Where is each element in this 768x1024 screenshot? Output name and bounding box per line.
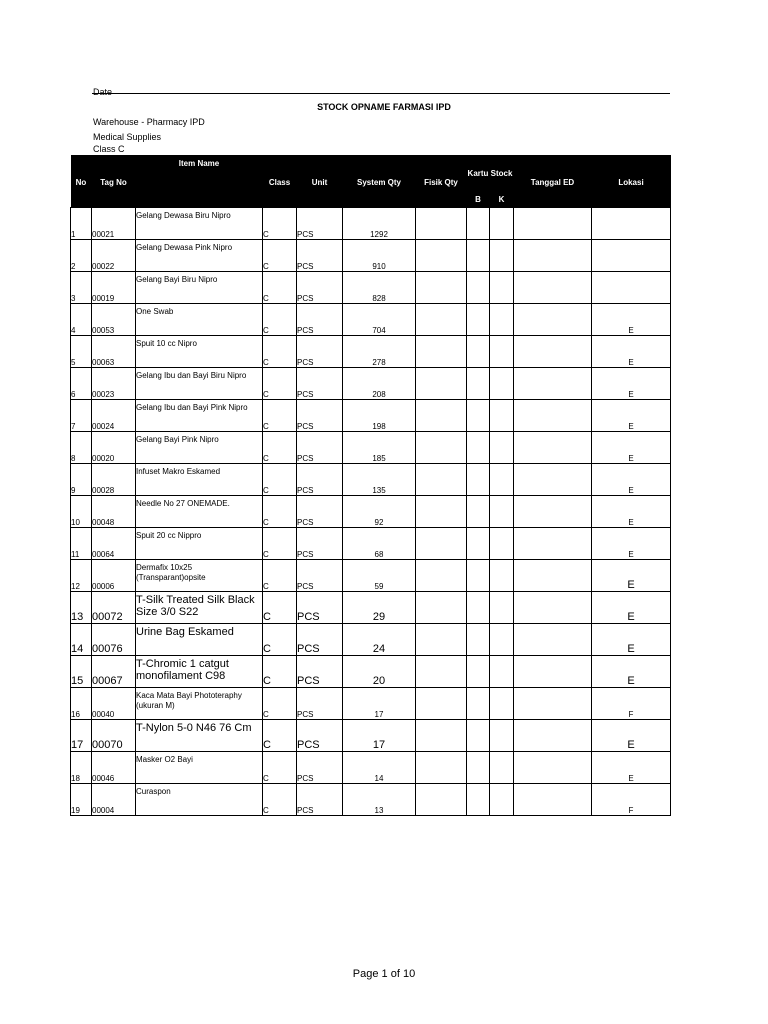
col-tanggal-ed: Tanggal ED <box>514 171 592 193</box>
row-system-qty: 704 <box>343 303 416 335</box>
table-row <box>71 207 671 239</box>
row-tanggal-ed <box>514 463 592 495</box>
row-tag-no: 00046 <box>92 751 136 783</box>
row-unit: PCS <box>297 751 343 783</box>
row-system-qty: 92 <box>343 495 416 527</box>
row-no: 7 <box>71 399 92 431</box>
row-kartu-b <box>467 527 490 559</box>
row-kartu-b <box>467 623 490 655</box>
row-class: C <box>263 783 297 815</box>
row-lokasi: E <box>592 719 671 751</box>
row-class: C <box>263 303 297 335</box>
row-system-qty: 1292 <box>343 207 416 239</box>
row-unit: PCS <box>297 399 343 431</box>
row-tag-no: 00028 <box>92 463 136 495</box>
row-kartu-k <box>490 751 514 783</box>
row-kartu-k <box>490 239 514 271</box>
row-class: C <box>263 335 297 367</box>
row-tag-no: 00048 <box>92 495 136 527</box>
row-class: C <box>263 367 297 399</box>
row-fisik-qty <box>416 207 467 239</box>
row-tag-no: 00076 <box>92 623 136 655</box>
col-kartu-stock: Kartu Stock <box>467 155 514 193</box>
row-item-name: Gelang Bayi Pink Nipro <box>136 431 263 463</box>
row-system-qty: 13 <box>343 783 416 815</box>
row-kartu-k <box>490 463 514 495</box>
row-unit: PCS <box>297 559 343 591</box>
row-lokasi: E <box>592 655 671 687</box>
row-lokasi: F <box>592 783 671 815</box>
row-tanggal-ed <box>514 783 592 815</box>
row-kartu-k <box>490 495 514 527</box>
row-fisik-qty <box>416 591 467 623</box>
row-lokasi: E <box>592 431 671 463</box>
row-unit: PCS <box>297 783 343 815</box>
row-item-name: Masker O2 Bayi <box>136 751 263 783</box>
warehouse-label: Warehouse - Pharmacy IPD <box>93 117 205 127</box>
page-number: Page 1 of 10 <box>352 968 416 980</box>
row-system-qty: 278 <box>343 335 416 367</box>
row-lokasi: E <box>592 367 671 399</box>
row-system-qty: 208 <box>343 367 416 399</box>
row-system-qty: 24 <box>343 623 416 655</box>
row-item-name: Curaspon <box>136 783 263 815</box>
row-tanggal-ed <box>514 687 592 719</box>
row-no: 2 <box>71 239 92 271</box>
row-kartu-b <box>467 591 490 623</box>
col-k: K <box>490 193 514 207</box>
row-no: 9 <box>71 463 92 495</box>
row-fisik-qty <box>416 271 467 303</box>
row-item-name: Gelang Bayi Biru Nipro <box>136 271 263 303</box>
row-no: 14 <box>71 623 92 655</box>
row-tag-no: 00006 <box>92 559 136 591</box>
row-item-name: T-Silk Treated Silk Black Size 3/0 S22 <box>136 591 263 623</box>
row-unit: PCS <box>297 207 343 239</box>
row-tanggal-ed <box>514 655 592 687</box>
row-kartu-b <box>467 271 490 303</box>
row-fisik-qty <box>416 367 467 399</box>
table-row <box>71 303 671 335</box>
row-tanggal-ed <box>514 719 592 751</box>
row-no: 11 <box>71 527 92 559</box>
row-kartu-b <box>467 239 490 271</box>
row-kartu-k <box>490 303 514 335</box>
row-lokasi: E <box>592 751 671 783</box>
row-unit: PCS <box>297 495 343 527</box>
row-tanggal-ed <box>514 495 592 527</box>
row-item-name: Gelang Ibu dan Bayi Pink Nipro <box>136 399 263 431</box>
row-kartu-b <box>467 687 490 719</box>
col-b: B <box>467 193 490 207</box>
row-no: 8 <box>71 431 92 463</box>
row-kartu-b <box>467 751 490 783</box>
row-kartu-k <box>490 399 514 431</box>
row-lokasi: E <box>592 559 671 591</box>
row-class: C <box>263 271 297 303</box>
row-kartu-b <box>467 399 490 431</box>
row-unit: PCS <box>297 239 343 271</box>
row-kartu-k <box>490 623 514 655</box>
row-kartu-k <box>490 431 514 463</box>
row-tag-no: 00067 <box>92 655 136 687</box>
row-class: C <box>263 719 297 751</box>
row-tanggal-ed <box>514 303 592 335</box>
row-tanggal-ed <box>514 399 592 431</box>
col-system-qty: System Qty <box>343 171 416 193</box>
row-kartu-b <box>467 559 490 591</box>
row-item-name: Gelang Dewasa Pink Nipro <box>136 239 263 271</box>
row-no: 5 <box>71 335 92 367</box>
row-kartu-k <box>490 783 514 815</box>
row-kartu-b <box>467 335 490 367</box>
row-tanggal-ed <box>514 335 592 367</box>
row-item-name: T-Nylon 5-0 N46 76 Cm <box>136 719 263 751</box>
row-system-qty: 14 <box>343 751 416 783</box>
col-lokasi: Lokasi <box>592 171 671 193</box>
row-fisik-qty <box>416 719 467 751</box>
row-kartu-k <box>490 687 514 719</box>
row-system-qty: 910 <box>343 239 416 271</box>
row-tanggal-ed <box>514 431 592 463</box>
row-kartu-b <box>467 303 490 335</box>
table-row <box>71 559 671 591</box>
table-row <box>71 687 671 719</box>
row-tanggal-ed <box>514 367 592 399</box>
row-unit: PCS <box>297 655 343 687</box>
row-tag-no: 00040 <box>92 687 136 719</box>
row-tag-no: 00053 <box>92 303 136 335</box>
row-no: 6 <box>71 367 92 399</box>
table-row <box>71 623 671 655</box>
row-fisik-qty <box>416 431 467 463</box>
row-no: 18 <box>71 751 92 783</box>
row-tanggal-ed <box>514 527 592 559</box>
row-kartu-b <box>467 719 490 751</box>
page-title: STOCK OPNAME FARMASI IPD <box>317 102 451 112</box>
row-lokasi: E <box>592 623 671 655</box>
row-kartu-b <box>467 495 490 527</box>
row-system-qty: 17 <box>343 687 416 719</box>
row-class: C <box>263 751 297 783</box>
row-fisik-qty <box>416 623 467 655</box>
row-item-name: Gelang Ibu dan Bayi Biru Nipro <box>136 367 263 399</box>
row-no: 12 <box>71 559 92 591</box>
row-no: 10 <box>71 495 92 527</box>
row-item-name: Needle No 27 ONEMADE. <box>136 495 263 527</box>
row-tag-no: 00072 <box>92 591 136 623</box>
row-item-name: Urine Bag Eskamed <box>136 623 263 655</box>
row-kartu-k <box>490 207 514 239</box>
row-kartu-k <box>490 719 514 751</box>
row-unit: PCS <box>297 463 343 495</box>
col-item-name: Item Name <box>136 155 263 171</box>
col-tag-no: Tag No <box>92 171 136 193</box>
row-item-name: Kaca Mata Bayi Phototeraphy (ukuran M) <box>136 687 263 719</box>
row-unit: PCS <box>297 335 343 367</box>
date-label: Date <box>93 87 113 97</box>
row-lokasi <box>592 271 671 303</box>
row-tag-no: 00019 <box>92 271 136 303</box>
row-tanggal-ed <box>514 559 592 591</box>
row-system-qty: 198 <box>343 399 416 431</box>
row-class: C <box>263 623 297 655</box>
table-row <box>71 783 671 815</box>
row-fisik-qty <box>416 335 467 367</box>
row-kartu-k <box>490 335 514 367</box>
row-kartu-k <box>490 271 514 303</box>
table-row <box>71 527 671 559</box>
row-tanggal-ed <box>514 591 592 623</box>
row-no: 3 <box>71 271 92 303</box>
row-class: C <box>263 591 297 623</box>
row-class: C <box>263 687 297 719</box>
row-fisik-qty <box>416 495 467 527</box>
row-kartu-b <box>467 655 490 687</box>
stock-table <box>70 155 671 816</box>
row-kartu-k <box>490 559 514 591</box>
row-class: C <box>263 527 297 559</box>
row-fisik-qty <box>416 687 467 719</box>
row-no: 17 <box>71 719 92 751</box>
row-class: C <box>263 431 297 463</box>
row-kartu-k <box>490 527 514 559</box>
row-unit: PCS <box>297 623 343 655</box>
row-no: 13 <box>71 591 92 623</box>
row-tanggal-ed <box>514 623 592 655</box>
table-row <box>71 495 671 527</box>
row-system-qty: 29 <box>343 591 416 623</box>
row-lokasi: F <box>592 687 671 719</box>
row-fisik-qty <box>416 527 467 559</box>
row-class: C <box>263 207 297 239</box>
row-system-qty: 20 <box>343 655 416 687</box>
table-row <box>71 463 671 495</box>
row-fisik-qty <box>416 239 467 271</box>
col-class: Class <box>263 171 297 193</box>
row-no: 4 <box>71 303 92 335</box>
row-item-name: Gelang Dewasa Biru Nipro <box>136 207 263 239</box>
row-lokasi: E <box>592 399 671 431</box>
row-kartu-k <box>490 367 514 399</box>
row-kartu-b <box>467 463 490 495</box>
row-kartu-b <box>467 367 490 399</box>
row-item-name: Spuit 20 cc Nippro <box>136 527 263 559</box>
table-row <box>71 591 671 623</box>
row-tag-no: 00004 <box>92 783 136 815</box>
row-unit: PCS <box>297 431 343 463</box>
row-system-qty: 185 <box>343 431 416 463</box>
header-rule <box>92 93 670 94</box>
row-item-name: T-Chromic 1 catgut monofilament C98 <box>136 655 263 687</box>
row-lokasi: E <box>592 591 671 623</box>
row-kartu-b <box>467 431 490 463</box>
table-row <box>71 367 671 399</box>
row-class: C <box>263 559 297 591</box>
row-class: C <box>263 655 297 687</box>
row-kartu-b <box>467 783 490 815</box>
row-fisik-qty <box>416 751 467 783</box>
row-system-qty: 59 <box>343 559 416 591</box>
row-tag-no: 00023 <box>92 367 136 399</box>
table-row <box>71 399 671 431</box>
row-lokasi: E <box>592 463 671 495</box>
row-kartu-k <box>490 655 514 687</box>
row-lokasi <box>592 207 671 239</box>
row-unit: PCS <box>297 271 343 303</box>
row-fisik-qty <box>416 303 467 335</box>
row-lokasi: E <box>592 303 671 335</box>
table-row <box>71 751 671 783</box>
row-tanggal-ed <box>514 207 592 239</box>
row-item-name: Dermafix 10x25 (Transparant)opsite <box>136 559 263 591</box>
row-class: C <box>263 463 297 495</box>
row-class: C <box>263 239 297 271</box>
row-unit: PCS <box>297 527 343 559</box>
col-unit: Unit <box>297 171 343 193</box>
col-no: No <box>71 171 92 193</box>
row-fisik-qty <box>416 783 467 815</box>
row-tag-no: 00064 <box>92 527 136 559</box>
row-unit: PCS <box>297 591 343 623</box>
row-tanggal-ed <box>514 239 592 271</box>
col-fisik-qty: Fisik Qty <box>416 171 467 193</box>
row-kartu-b <box>467 207 490 239</box>
row-unit: PCS <box>297 367 343 399</box>
class-label: Class C <box>93 144 125 154</box>
table-row <box>71 719 671 751</box>
row-tag-no: 00063 <box>92 335 136 367</box>
row-no: 19 <box>71 783 92 815</box>
row-unit: PCS <box>297 303 343 335</box>
row-item-name: One Swab <box>136 303 263 335</box>
row-unit: PCS <box>297 687 343 719</box>
row-fisik-qty <box>416 463 467 495</box>
row-no: 16 <box>71 687 92 719</box>
row-no: 15 <box>71 655 92 687</box>
row-tag-no: 00021 <box>92 207 136 239</box>
row-tanggal-ed <box>514 271 592 303</box>
row-kartu-k <box>490 591 514 623</box>
table-row <box>71 431 671 463</box>
row-system-qty: 17 <box>343 719 416 751</box>
row-lokasi: E <box>592 335 671 367</box>
row-class: C <box>263 399 297 431</box>
table-row <box>71 271 671 303</box>
row-tag-no: 00020 <box>92 431 136 463</box>
row-item-name: Spuit 10 cc Nipro <box>136 335 263 367</box>
table-row <box>71 239 671 271</box>
row-tag-no: 00022 <box>92 239 136 271</box>
row-tag-no: 00070 <box>92 719 136 751</box>
row-tag-no: 00024 <box>92 399 136 431</box>
row-system-qty: 135 <box>343 463 416 495</box>
table-row <box>71 335 671 367</box>
row-unit: PCS <box>297 719 343 751</box>
row-system-qty: 828 <box>343 271 416 303</box>
row-tanggal-ed <box>514 751 592 783</box>
row-item-name: Infuset Makro Eskamed <box>136 463 263 495</box>
row-fisik-qty <box>416 655 467 687</box>
row-lokasi: E <box>592 495 671 527</box>
row-system-qty: 68 <box>343 527 416 559</box>
row-lokasi: E <box>592 527 671 559</box>
category-label: Medical Supplies <box>93 132 162 142</box>
row-fisik-qty <box>416 559 467 591</box>
row-lokasi <box>592 239 671 271</box>
row-fisik-qty <box>416 399 467 431</box>
row-class: C <box>263 495 297 527</box>
row-no: 1 <box>71 207 92 239</box>
table-row <box>71 655 671 687</box>
